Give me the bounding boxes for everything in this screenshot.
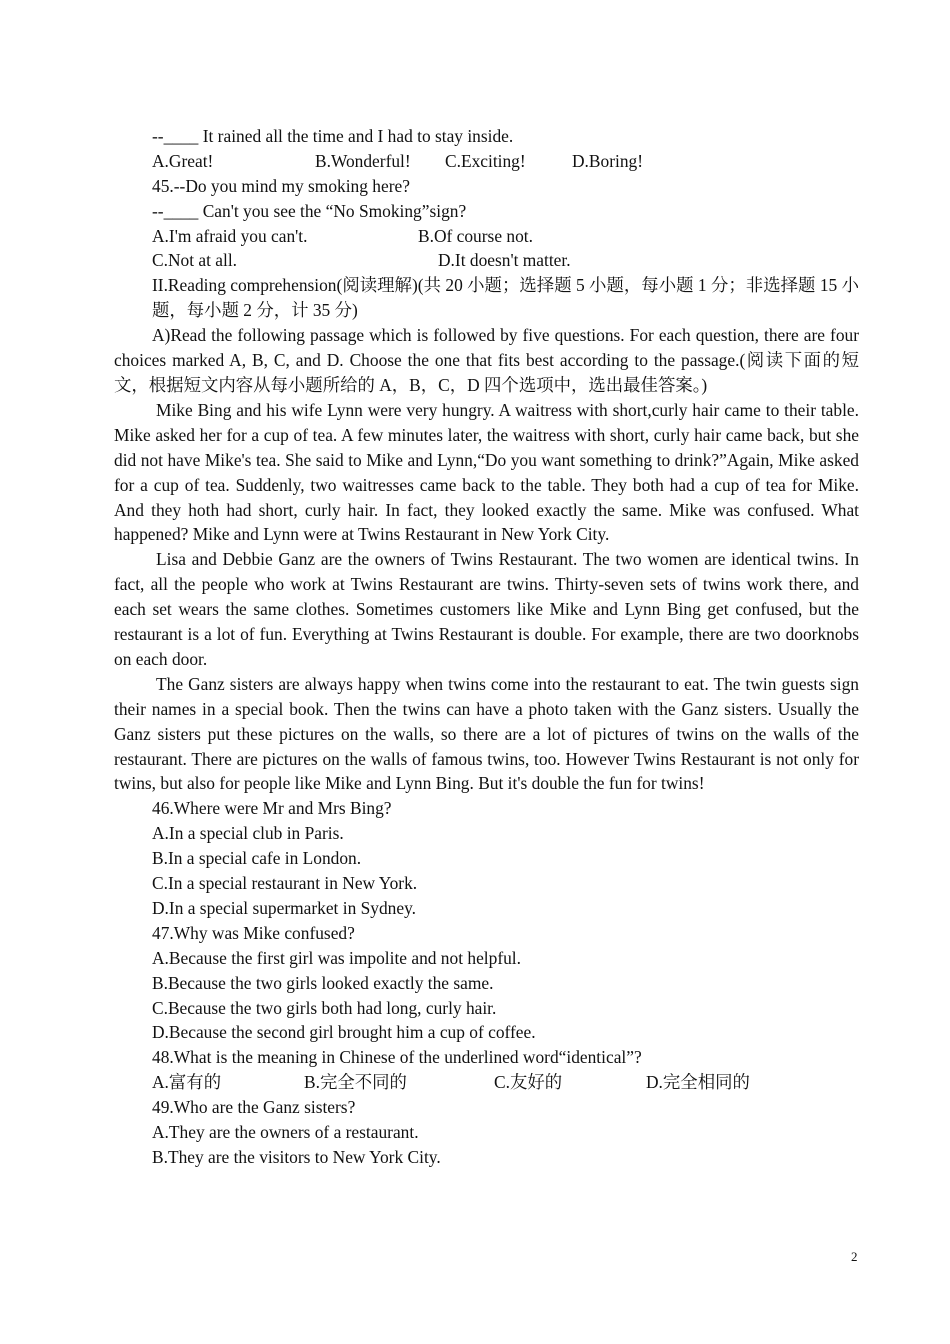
q45-option-a: A.I'm afraid you can't. [152,225,308,246]
q48-option-d: D.完全相同的 [646,1072,750,1093]
q47-option-b: B.Because the two girls looked exactly the same. [152,972,494,993]
q48-option-c: C.友好的 [494,1072,563,1093]
passage-paragraph-3: The Ganz sisters are always happy when twins come into the restaurant to eat. The twin guests sign their names in a special book. Then the twins can have a photo taken with the Ganz sisters. Usually the Ganz sisters put these pictures on the walls, so there are a lot of pictures of twins on the walls of the restaurant. There are pictures on the walls of famous twins, too. However Twins Restaurant is not only for twins, but also for people like Mike and Lynn Bing. But it's double the fun for twins! [114,673,859,794]
page-number: 2 [851,1249,858,1264]
section-heading-text: II.Reading comprehension(阅读理解)(共 20 小题；选择题 5 小题，每小题 1 分；非选择题 15 小题，每小题 2 分，计 35 分) [152,275,859,321]
q46-option-b: B.In a special cafe in London. [152,848,362,869]
q45-options-row2 [114,248,859,273]
passage-paragraph-1: Mike Bing and his wife Lynn were very hungry. A waitress with short,curly hair came to their table. Mike asked her for a cup of tea. A few minutes later, the waitress with short, curly hair came back, but she did not have Mike's tea. She said to Mike and Lynn,“Do you want something to drink?”Again, Mike asked for a cup of tea. Suddenly, two waitresses came back to the table. They both had a cup of tea for Mike. And they hoth had short, curly hair. In fact, they looked exactly the same. Mike was confused. What happened? Mike and Lynn were at Twins Restaurant in New York City. [114,399,859,545]
q45-answer-line: --____ Can't you see the “No Smoking”sign? [152,200,467,221]
q44-option-d: D.Boring! [572,150,644,171]
q46-option-d: D.In a special supermarket in Sydney. [152,897,417,918]
passage-paragraph-2: Lisa and Debbie Ganz are the owners of Twins Restaurant. The two women are identical twins. In fact, all the people who work at Twins Restaurant are twins. Thirty-seven sets of twins work there, and each set wears the same clothes. Sometimes customers like Mike and Lynn Bing get confused, but the restaurant is a lot of fun. Everything at Twins Restaurant is double. For example, there are two doorknobs on each door. [114,549,859,669]
q49-question: 49.Who are the Ganz sisters? [152,1097,356,1118]
q47-question: 47.Why was Mike confused? [152,922,355,943]
q45-option-d: D.It doesn't matter. [438,250,571,271]
q49-option-b: B.They are the visitors to New York City. [152,1146,441,1167]
q44-option-a: A.Great! [152,150,214,171]
q48-question: 48.What is the meaning in Chinese of the underlined word“identical”? [152,1047,642,1068]
section-heading [114,273,859,323]
q45-question: 45.--Do you mind my smoking here? [152,175,410,196]
q48-option-b: B.完全不同的 [304,1072,407,1093]
q45-options-row1 [114,224,859,249]
part-a-instructions: A)Read the following passage which is followed by five questions. For each question, there are four choices marked A, B, C, and D. Choose the one that fits best according to the passage.(阅读下面的短文，根据短文内容从每小题所给的 A，B，C，D 四个选项中，选出最佳答案。) [114,325,859,395]
q48-option-a: A.富有的 [152,1072,222,1093]
q49-option-a: A.They are the owners of a restaurant. [152,1121,419,1142]
q47-option-d: D.Because the second girl brought him a cup of coffee. [152,1022,536,1043]
q48-options [114,1070,859,1095]
q45-option-b: B.Of course not. [418,225,533,246]
q47-option-a: A.Because the first girl was impolite and not helpful. [152,947,521,968]
q46-option-a: A.In a special club in Paris. [152,823,344,844]
q45-option-c: C.Not at all. [152,250,238,271]
q44-option-c: C.Exciting! [445,150,526,171]
q44-option-b: B.Wonderful! [315,150,411,171]
q44-options [114,149,859,174]
document-page [114,124,859,1170]
q46-question: 46.Where were Mr and Mrs Bing? [152,798,392,819]
q44-answer-line: --____ It rained all the time and I had to stay inside. [152,126,514,146]
q46-option-c: C.In a special restaurant in New York. [152,873,418,894]
q47-option-c: C.Because the two girls both had long, curly hair. [152,997,497,1018]
